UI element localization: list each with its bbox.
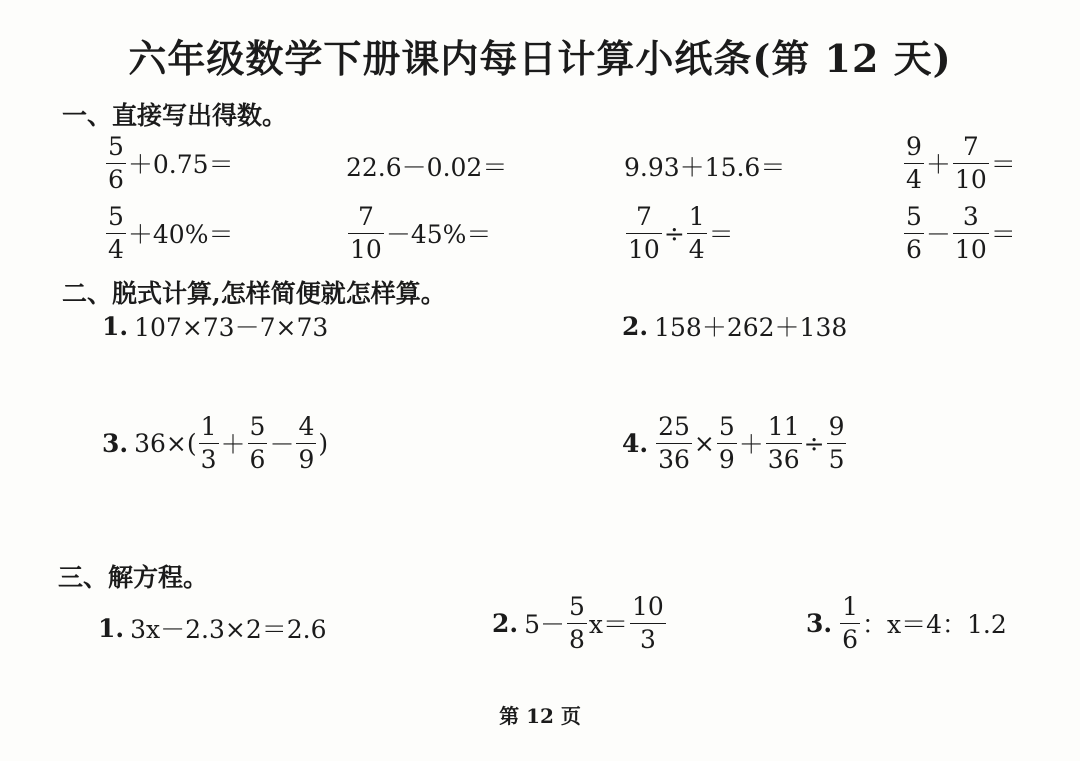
expression-text: 107×73－7×73 bbox=[134, 313, 329, 342]
numerator: 5 bbox=[906, 202, 922, 231]
numerator: 5 bbox=[249, 412, 266, 441]
numerator: 7 bbox=[962, 132, 979, 161]
fraction bbox=[348, 204, 384, 262]
fraction bbox=[904, 134, 924, 192]
problem-1-8 bbox=[902, 204, 1016, 262]
numerator: 5 bbox=[569, 592, 585, 621]
fraction bbox=[656, 414, 692, 472]
numerator: 7 bbox=[357, 202, 374, 231]
problem-2-4 bbox=[622, 414, 848, 472]
expression-text: ＋40%＝ bbox=[127, 220, 234, 249]
numerator: 11 bbox=[767, 412, 800, 441]
denominator: 3 bbox=[200, 445, 217, 474]
denominator: 6 bbox=[842, 625, 859, 654]
numerator: 1 bbox=[200, 412, 217, 441]
operator: － bbox=[925, 220, 951, 249]
denominator: 8 bbox=[569, 625, 585, 654]
denominator: 36 bbox=[767, 445, 800, 474]
problem-1-5 bbox=[104, 204, 233, 262]
expression-text: 22.6－0.02＝ bbox=[346, 153, 508, 182]
problem-number: 3. bbox=[102, 428, 129, 458]
fraction bbox=[766, 414, 802, 472]
expression-text: 158＋262＋138 bbox=[654, 313, 848, 342]
operator: × bbox=[693, 428, 715, 458]
numerator: 25 bbox=[658, 412, 690, 441]
denominator: 5 bbox=[828, 445, 845, 474]
numerator: 10 bbox=[632, 592, 664, 621]
problem-1-6 bbox=[346, 204, 491, 262]
section-2-heading: 二、脱式计算,怎样简便就怎样算。 bbox=[62, 279, 446, 308]
expression-text: －45%＝ bbox=[385, 220, 492, 249]
page-title: 六年级数学下册课内每日计算小纸条(第 12 天) bbox=[128, 36, 952, 81]
expression-text: 36×( bbox=[134, 428, 197, 458]
denominator: 10 bbox=[954, 165, 987, 194]
denominator: 6 bbox=[108, 165, 124, 194]
denominator: 10 bbox=[954, 235, 987, 264]
fraction bbox=[248, 414, 268, 472]
expression-text: ：x＝4：1.2 bbox=[862, 610, 1007, 639]
expression-text: ＝ bbox=[708, 220, 734, 249]
fraction bbox=[904, 204, 924, 262]
problem-1-2 bbox=[346, 148, 507, 184]
operator: ＋ bbox=[220, 430, 246, 459]
denominator: 9 bbox=[718, 445, 735, 474]
denominator: 3 bbox=[639, 625, 656, 654]
problem-3-1 bbox=[98, 610, 326, 646]
fraction bbox=[296, 414, 316, 472]
problem-number: 4. bbox=[622, 428, 649, 458]
fraction bbox=[827, 414, 847, 472]
numerator: 9 bbox=[828, 412, 845, 441]
numerator: 7 bbox=[635, 202, 652, 231]
expression-text: ＋0.75＝ bbox=[127, 150, 234, 179]
numerator: 5 bbox=[718, 412, 735, 441]
section-1-heading: 一、直接写出得数。 bbox=[62, 101, 288, 130]
problem-number: 3. bbox=[806, 608, 833, 638]
problem-2-2 bbox=[622, 308, 847, 344]
operator: ÷ bbox=[663, 218, 685, 248]
numerator: 5 bbox=[108, 132, 124, 161]
page-number: 第 12 页 bbox=[499, 704, 581, 728]
denominator: 4 bbox=[906, 165, 922, 194]
operator: ÷ bbox=[803, 428, 825, 458]
problem-1-4 bbox=[902, 134, 1016, 192]
section-3-heading: 三、解方程。 bbox=[58, 563, 209, 592]
operator: － bbox=[269, 430, 295, 459]
numerator: 5 bbox=[108, 202, 124, 231]
problem-1-1 bbox=[104, 134, 234, 192]
problem-1-3 bbox=[624, 148, 785, 184]
numerator: 1 bbox=[842, 592, 859, 621]
expression-text: 9.93＋15.6＝ bbox=[624, 153, 786, 182]
denominator: 10 bbox=[350, 235, 382, 264]
problem-3-2 bbox=[492, 594, 668, 652]
denominator: 10 bbox=[628, 235, 660, 264]
problem-number: 1. bbox=[102, 311, 129, 341]
numerator: 9 bbox=[906, 132, 922, 161]
expression-text: 3x－2.3×2＝2.6 bbox=[130, 615, 327, 644]
numerator: 1 bbox=[688, 202, 705, 231]
operator: ＋ bbox=[925, 150, 951, 179]
problem-2-3 bbox=[102, 414, 328, 472]
problem-number: 1. bbox=[98, 613, 125, 643]
fraction bbox=[953, 204, 989, 262]
fraction bbox=[840, 594, 860, 652]
expression-text: ＝ bbox=[990, 220, 1016, 249]
denominator: 36 bbox=[658, 445, 690, 474]
fraction bbox=[953, 134, 989, 192]
fraction bbox=[567, 594, 587, 652]
problem-2-1 bbox=[102, 308, 328, 344]
fraction bbox=[687, 204, 707, 262]
expression-text: x＝ bbox=[588, 610, 629, 639]
denominator: 4 bbox=[688, 235, 705, 264]
expression-text: ) bbox=[318, 428, 329, 458]
fraction bbox=[106, 204, 126, 262]
fraction bbox=[630, 594, 666, 652]
problem-1-7 bbox=[624, 204, 734, 262]
expression-text: ＝ bbox=[990, 150, 1016, 179]
denominator: 9 bbox=[298, 445, 315, 474]
fraction bbox=[199, 414, 219, 472]
problem-number: 2. bbox=[622, 311, 649, 341]
problem-number: 2. bbox=[492, 608, 519, 638]
denominator: 6 bbox=[906, 235, 922, 264]
fraction bbox=[626, 204, 662, 262]
numerator: 4 bbox=[298, 412, 315, 441]
fraction bbox=[106, 134, 126, 192]
operator: ＋ bbox=[738, 430, 764, 459]
fraction bbox=[717, 414, 737, 472]
denominator: 6 bbox=[249, 445, 266, 474]
problem-3-3 bbox=[806, 594, 1007, 652]
expression-text: 5－ bbox=[524, 610, 566, 639]
numerator: 3 bbox=[962, 202, 979, 231]
denominator: 4 bbox=[108, 235, 124, 264]
